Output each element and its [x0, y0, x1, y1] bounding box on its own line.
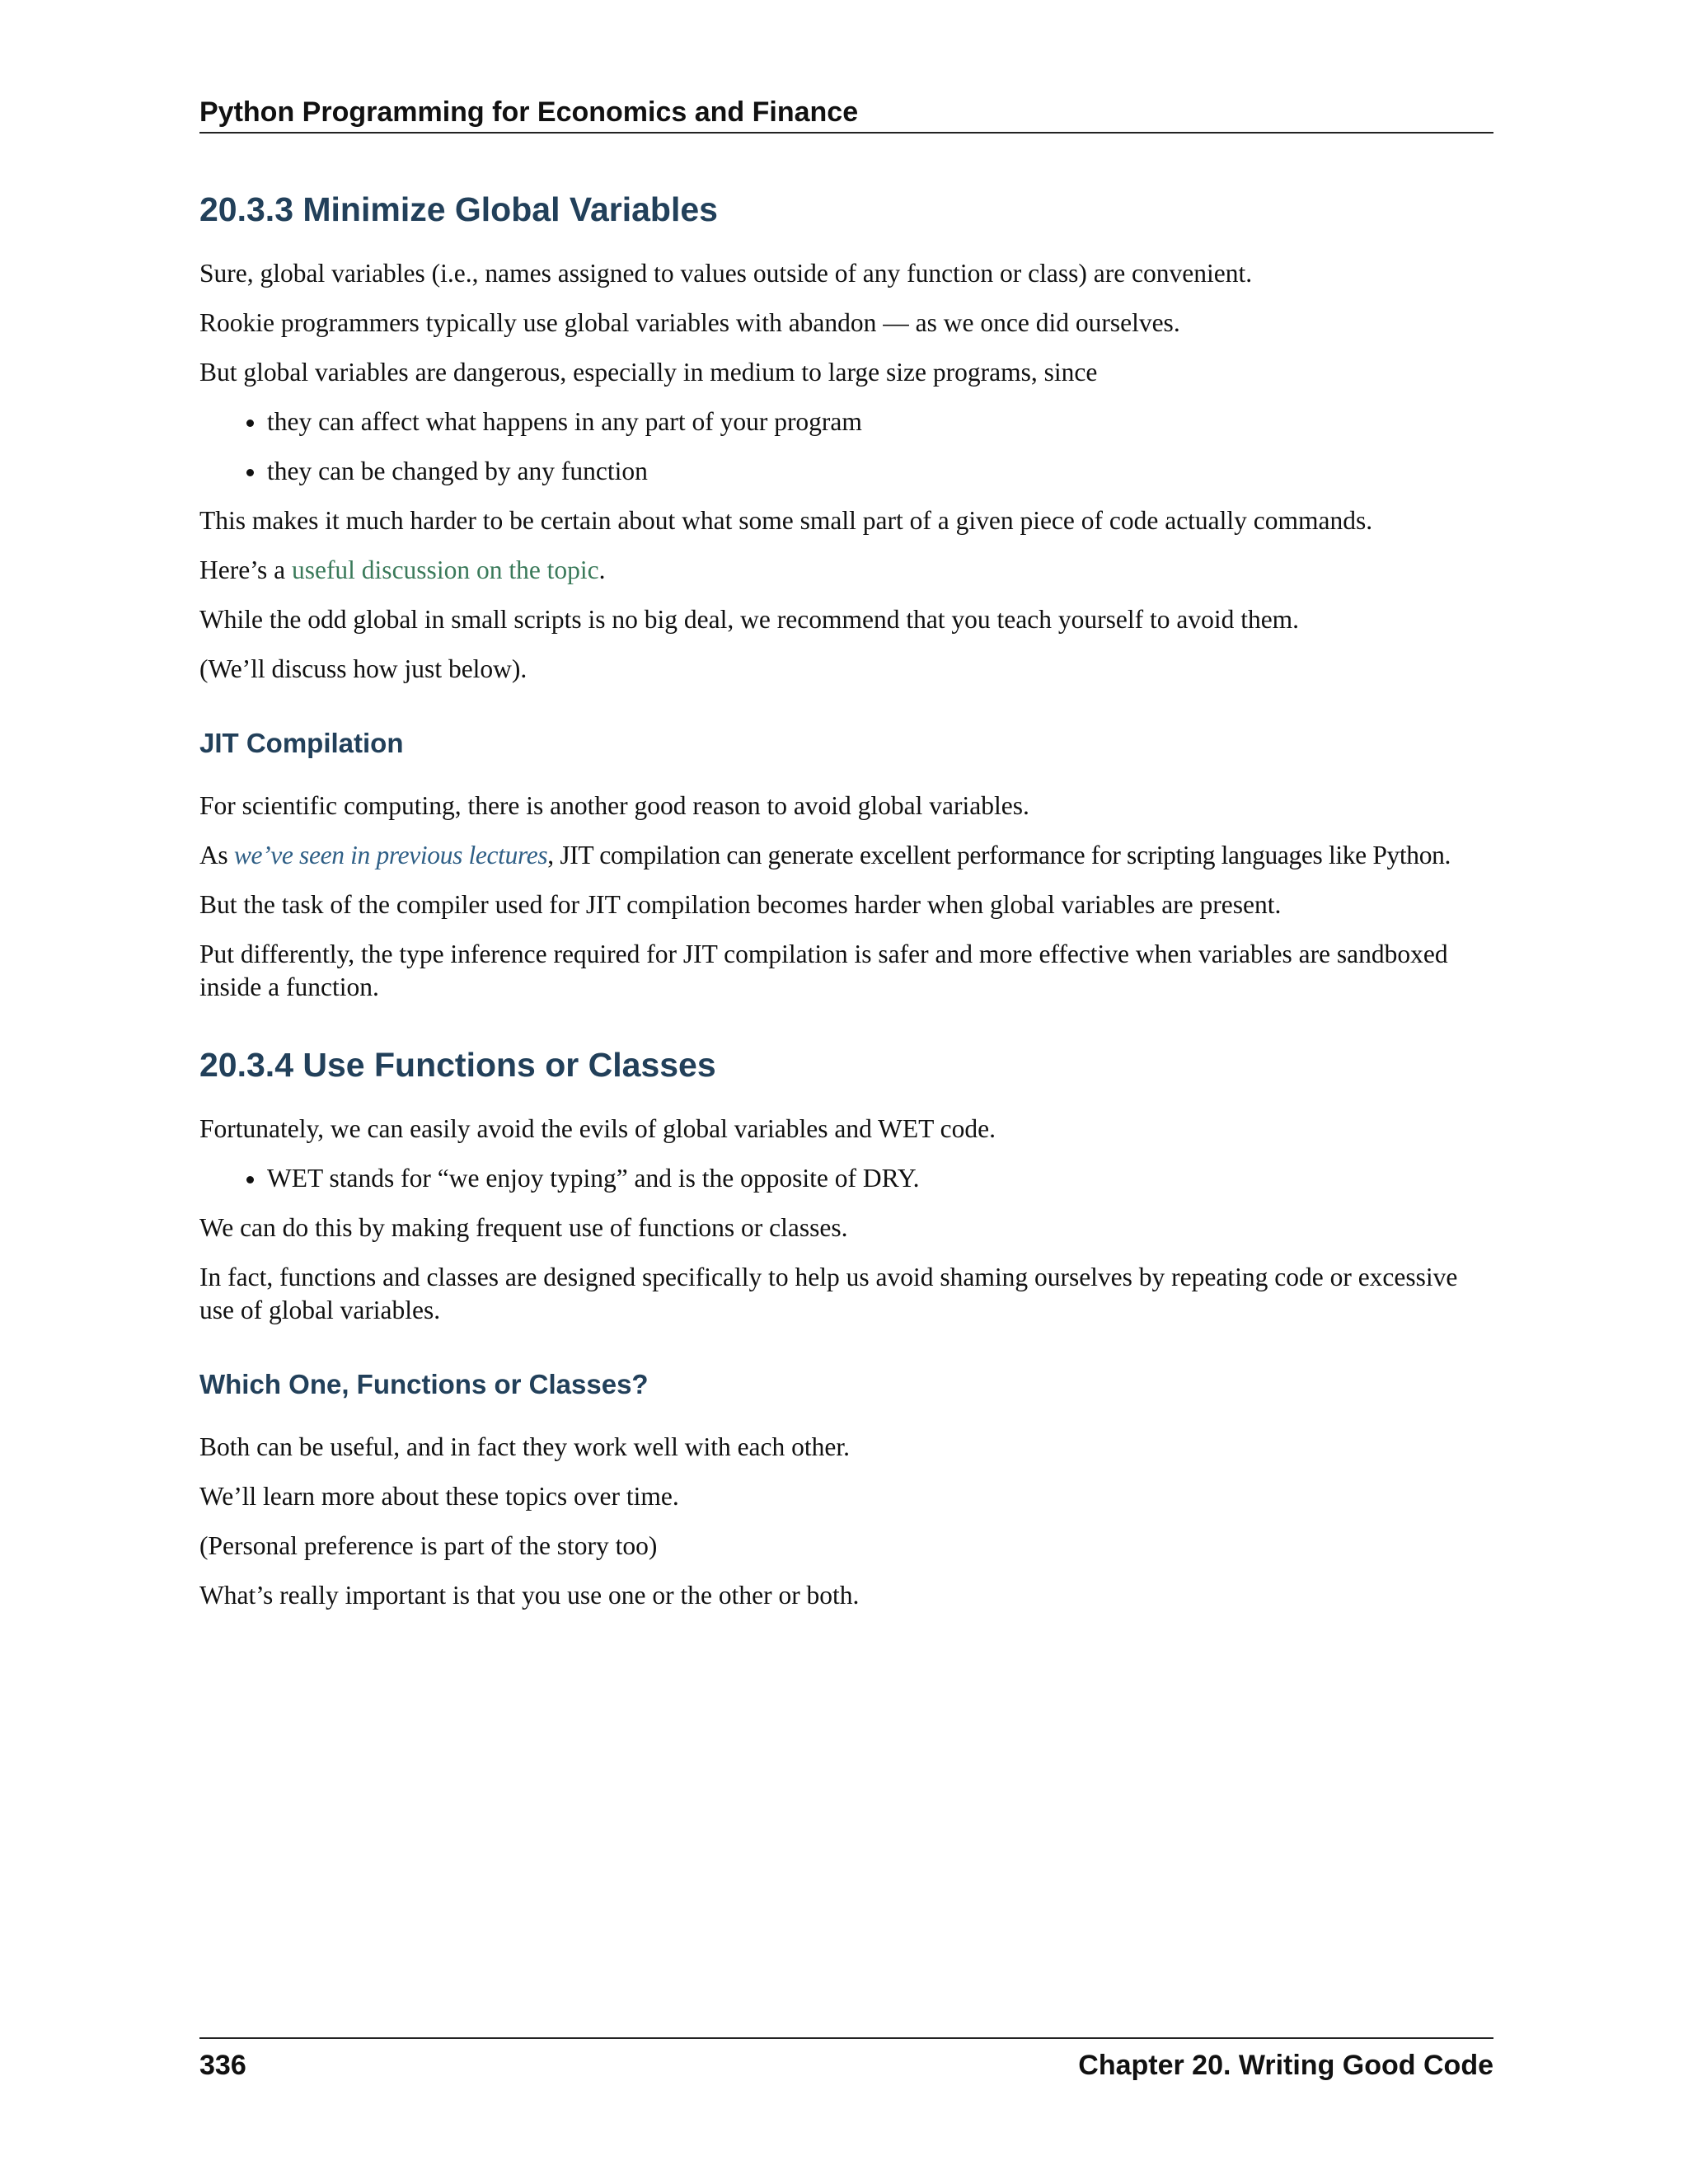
- paragraph: This makes it much harder to be certain about what some small part of a given piece of code actually commands.: [199, 506, 1373, 535]
- paragraph: Sure, global variables (i.e., names assigned to values outside of any function or class) are convenient.: [199, 259, 1253, 288]
- text-span: As: [199, 841, 234, 869]
- paragraph: But the task of the compiler used for JIT compilation becomes harder when global variables are present.: [199, 890, 1282, 919]
- section-title-use-functions-or-classes: 20.3.4 Use Functions or Classes: [199, 1046, 716, 1084]
- paragraph: In fact, functions and classes are designed specifically to help us avoid shaming ourselves by repeating code or excessive use of global variables.: [199, 1263, 1458, 1324]
- paragraph: What’s really important is that you use one or the other or both.: [199, 1581, 860, 1610]
- running-header: [199, 92, 1493, 134]
- list-item: • they can affect what happens in any part of your program: [267, 405, 1493, 438]
- paragraph: While the odd global in small scripts is no big deal, we recommend that you teach yourself to avoid them.: [199, 605, 1300, 634]
- paragraph: We can do this by making frequent use of functions or classes.: [199, 1213, 848, 1242]
- section-title-minimize-global-variables: 20.3.3 Minimize Global Variables: [199, 190, 718, 228]
- page-number: 336: [199, 2050, 246, 2081]
- book-title: Python Programming for Economics and Finance: [199, 96, 859, 128]
- paragraph: (Personal preference is part of the story too): [199, 1531, 658, 1560]
- paragraph: Rookie programmers typically use global variables with abandon — as we once did ourselves.: [199, 308, 1180, 337]
- previous-lectures-link[interactable]: we’ve seen in previous lectures: [233, 841, 548, 869]
- page-content: [199, 188, 1493, 1612]
- subsection-title-jit-compilation: JIT Compilation: [199, 728, 404, 758]
- text-span: , JIT compilation can generate excellent performance for scripting languages like Python.: [547, 841, 1451, 869]
- subsection-title-which-one: Which One, Functions or Classes?: [199, 1369, 649, 1399]
- bullet-list: [199, 405, 1493, 488]
- paragraph: Put differently, the type inference required for JIT compilation is safer and more effective when variables are sandboxed inside a function.: [199, 940, 1448, 1001]
- paragraph: Both can be useful, and in fact they work well with each other.: [199, 1432, 851, 1461]
- paragraph: We’ll learn more about these topics over time.: [199, 1482, 679, 1511]
- text-span: Here’s a: [199, 555, 292, 584]
- paragraph-with-link: [199, 839, 1493, 872]
- page-footer: [199, 2037, 1493, 2085]
- list-item: • they can be changed by any function: [267, 455, 1493, 488]
- paragraph: (We’ll discuss how just below).: [199, 654, 528, 683]
- chapter-title: Chapter 20. Writing Good Code: [1078, 2050, 1493, 2081]
- paragraph: But global variables are dangerous, especially in medium to large size programs, since: [199, 358, 1098, 387]
- text-span: .: [598, 555, 606, 584]
- paragraph: For scientific computing, there is another good reason to avoid global variables.: [199, 791, 1029, 820]
- paragraph: Fortunately, we can easily avoid the evils of global variables and WET code.: [199, 1114, 996, 1143]
- list-item: • WET stands for “we enjoy typing” and is the opposite of DRY.: [267, 1162, 1493, 1195]
- paragraph-with-link: [199, 554, 1493, 587]
- discussion-link[interactable]: useful discussion on the topic: [291, 555, 599, 584]
- bullet-list: [199, 1162, 1493, 1195]
